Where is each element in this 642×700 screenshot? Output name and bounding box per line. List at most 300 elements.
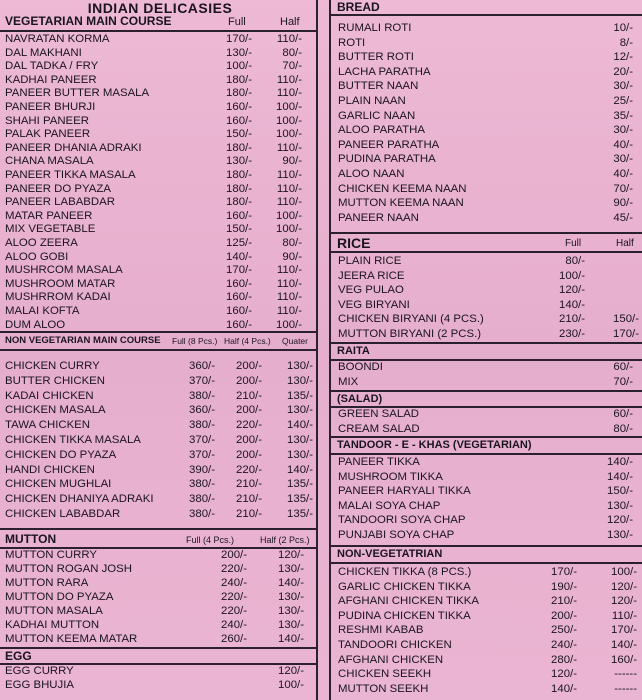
- tandoor-veg-header-rule: [331, 453, 642, 455]
- menu-item-price: 120/-: [611, 580, 637, 593]
- menu-item-row: [331, 110, 642, 123]
- menu-item-row: [331, 639, 642, 652]
- menu-item-name: CREAM SALAD: [338, 422, 420, 435]
- menu-item-price: 130/-: [278, 563, 304, 575]
- menu-item-name: GARLIC NAAN: [338, 109, 416, 122]
- menu-item-row: [331, 668, 642, 681]
- menu-item-price: 110/-: [276, 182, 302, 195]
- menu-item-name: MIX: [338, 375, 359, 388]
- menu-item-price: 160/-: [226, 291, 252, 304]
- menu-item-price: 380/-: [189, 493, 215, 506]
- menu-item-price: 370/-: [189, 374, 215, 387]
- menu-item-name: CHICKEN DO PYAZA: [5, 448, 117, 461]
- menu-item-row: [331, 80, 642, 93]
- menu-item-price: 160/-: [226, 114, 252, 127]
- menu-item-row: [0, 196, 316, 209]
- menu-item-price: 45/-: [613, 211, 633, 224]
- menu-item-price: 210/-: [236, 389, 262, 402]
- menu-item-price: 240/-: [221, 577, 247, 589]
- menu-item-name: MUTTON KEEMA MATAR: [5, 633, 138, 645]
- menu-item-name: MUSHROOM MATAR: [5, 277, 116, 290]
- menu-item-price: 110/-: [276, 291, 302, 304]
- menu-item-price: 100/-: [276, 223, 302, 236]
- menu-item-price: 380/-: [189, 508, 215, 520]
- menu-item-row: [0, 434, 316, 447]
- menu-item-price: 130/-: [226, 46, 252, 59]
- menu-item-name: CHICKEN KEEMA NAAN: [338, 182, 467, 195]
- menu-item-price: 180/-: [226, 196, 252, 209]
- menu-item-name: BUTTER ROTI: [338, 51, 414, 64]
- menu-item-row: [331, 284, 642, 297]
- menu-item-price: 120/-: [611, 595, 637, 608]
- menu-item-name: CHICKEN SEEKH: [338, 668, 432, 681]
- menu-item-row: [331, 124, 642, 137]
- menu-item-name: CHICKEN MUGHLAI: [5, 478, 112, 491]
- menu-item-name: MUTTON BIRYANI (2 PCS.): [338, 328, 482, 340]
- menu-item-name: BUTTER NAAN: [338, 80, 419, 93]
- menu-item-row: [0, 155, 316, 168]
- menu-item-price: 60/-: [613, 408, 633, 420]
- menu-item-row: [331, 376, 642, 389]
- menu-item-price: 230/-: [559, 328, 585, 340]
- menu-item-price: 160/-: [226, 101, 252, 113]
- menu-item-price: 125/-: [226, 237, 252, 249]
- menu-item-price: 135/-: [287, 508, 313, 520]
- menu-item-price: 170/-: [226, 33, 252, 45]
- menu-item-price: 180/-: [226, 141, 252, 154]
- menu-item-price: 110/-: [276, 169, 302, 181]
- menu-item-row: [0, 210, 316, 223]
- menu-item-price: 150/-: [607, 485, 633, 498]
- menu-item-row: [331, 22, 642, 35]
- menu-item-row: [331, 255, 642, 268]
- menu-item-row: [0, 404, 316, 417]
- menu-item-price: 8/-: [619, 36, 633, 49]
- menu-item-price: 110/-: [276, 33, 302, 45]
- menu-item-price: ------: [614, 668, 637, 681]
- egg-section-header: EGG: [5, 649, 32, 663]
- menu-item-price: 70/-: [613, 375, 633, 388]
- menu-item-row: [0, 375, 316, 388]
- menu-item-price: 110/-: [611, 609, 637, 622]
- menu-item-price: 220/-: [236, 463, 262, 476]
- menu-item-row: [331, 212, 642, 225]
- menu-item-row: [0, 449, 316, 462]
- menu-item-row: [0, 549, 316, 562]
- menu-item-row: [331, 197, 642, 210]
- menu-item-price: 90/-: [282, 250, 302, 263]
- menu-item-price: 130/-: [607, 499, 633, 512]
- menu-item-name: DAL TADKA / FRY: [5, 60, 99, 73]
- menu-item-name: NAVRATAN KORMA: [5, 33, 110, 45]
- menu-item-row: [0, 291, 316, 304]
- menu-item-row: [331, 471, 642, 484]
- menu-item-price: 40/-: [613, 138, 633, 151]
- menu-item-price: 110/-: [276, 264, 302, 277]
- menu-item-row: [0, 360, 316, 373]
- menu-item-row: [0, 142, 316, 155]
- menu-item-price: 210/-: [236, 508, 262, 520]
- menu-item-name: PANEER DO PYAZA: [5, 182, 111, 195]
- menu-item-price: 160/-: [611, 653, 637, 666]
- menu-item-price: 200/-: [236, 360, 262, 372]
- menu-item-name: MUTTON RARA: [5, 577, 89, 589]
- menu-item-row: [331, 313, 642, 326]
- menu-item-price: 160/-: [226, 277, 252, 290]
- menu-item-name: KADHAI MUTTON: [5, 619, 100, 631]
- menu-item-price: 180/-: [226, 73, 252, 86]
- menu-item-name: MUTTON ROGAN JOSH: [5, 563, 132, 575]
- menu-item-name: MUSHROOM TIKKA: [338, 470, 443, 483]
- menu-item-price: 210/-: [559, 313, 585, 326]
- menu-item-name: MALAI SOYA CHAP: [338, 499, 441, 512]
- menu-item-name: MUSHRROM KADAI: [5, 291, 111, 304]
- menu-item-row: [0, 577, 316, 590]
- menu-item-price: 25/-: [613, 95, 633, 107]
- menu-item-row: [331, 500, 642, 513]
- menu-item-row: [331, 654, 642, 667]
- menu-item-price: 130/-: [287, 434, 313, 446]
- menu-item-name: PALAK PANEER: [5, 128, 91, 141]
- column-divider-left: [316, 0, 318, 700]
- menu-item-row: [0, 679, 316, 692]
- menu-item-name: CHICKEN BIRYANI (4 PCS.): [338, 313, 484, 326]
- menu-item-price: 140/-: [226, 250, 252, 263]
- nonveg-top-rule: [0, 331, 316, 333]
- menu-item-name: DUM ALOO: [5, 318, 66, 331]
- menu-item-price: 120/-: [551, 668, 577, 681]
- menu-item-row: [0, 60, 316, 73]
- menu-item-price: 170/-: [613, 328, 639, 340]
- veg-header-rule: [0, 30, 316, 32]
- menu-item-price: 220/-: [236, 419, 262, 432]
- nonveg-col-quarter: Quater: [282, 336, 308, 346]
- menu-item-row: [0, 251, 316, 264]
- menu-item-price: 100/-: [611, 566, 637, 578]
- menu-item-row: [0, 493, 316, 506]
- menu-item-price: 250/-: [551, 624, 577, 637]
- menu-item-name: BUTTER CHICKEN: [5, 374, 105, 387]
- menu-item-name: MATAR PANEER: [5, 209, 93, 222]
- menu-item-name: PANEER LABABDAR: [5, 196, 115, 209]
- menu-item-name: HANDI CHICKEN: [5, 463, 95, 476]
- menu-item-price: 280/-: [551, 653, 577, 666]
- menu-item-name: ROTI: [338, 36, 366, 49]
- menu-item-row: [0, 478, 316, 491]
- menu-item-price: 10/-: [613, 22, 633, 34]
- menu-item-name: AFGHANI CHICKEN TIKKA: [338, 595, 479, 608]
- menu-item-price: 12/-: [613, 51, 633, 64]
- bread-header-rule: [331, 14, 642, 16]
- menu-item-row: [331, 423, 642, 436]
- menu-item-row: [0, 633, 316, 646]
- raita-top-rule: [331, 342, 642, 344]
- menu-item-row: [0, 305, 316, 318]
- menu-item-price: 160/-: [226, 318, 252, 331]
- menu-item-name: MUSHRCOM MASALA: [5, 264, 123, 277]
- menu-item-price: 120/-: [607, 514, 633, 527]
- menu-item-name: LACHA PARATHA: [338, 65, 431, 78]
- menu-item-name: MUTTON CURRY: [5, 549, 97, 561]
- menu-item-name: AFGHANI CHICKEN: [338, 653, 444, 666]
- menu-item-price: 135/-: [287, 478, 313, 491]
- menu-item-row: [0, 87, 316, 100]
- menu-item-row: [0, 101, 316, 114]
- menu-item-price: 220/-: [221, 605, 247, 617]
- menu-item-price: 35/-: [613, 109, 633, 122]
- menu-item-row: [0, 223, 316, 236]
- menu-item-name: SHAHI PANEER: [5, 114, 89, 127]
- menu-item-name: PUDINA PARATHA: [338, 153, 436, 166]
- menu-item-price: 170/-: [611, 624, 637, 637]
- menu-item-row: [0, 619, 316, 632]
- menu-item-name: TAWA CHICKEN: [5, 419, 91, 432]
- menu-item-price: 120/-: [278, 549, 304, 561]
- menu-item-price: 140/-: [551, 682, 577, 695]
- menu-item-name: PANEER TIKKA: [338, 456, 420, 468]
- menu-item-name: PANEER DHANIA ADRAKI: [5, 141, 142, 154]
- menu-item-price: 100/-: [276, 114, 302, 127]
- menu-item-price: 130/-: [278, 605, 304, 617]
- menu-item-price: 100/-: [276, 101, 302, 113]
- menu-item-name: PUNJABI SOYA CHAP: [338, 529, 455, 541]
- menu-item-price: 80/-: [565, 255, 585, 267]
- menu-item-price: 120/-: [559, 284, 585, 297]
- menu-item-price: 140/-: [278, 577, 304, 589]
- menu-item-row: [0, 128, 316, 141]
- menu-item-name: VEG BIRYANI: [338, 298, 410, 311]
- menu-item-price: 210/-: [236, 478, 262, 491]
- menu-item-price: 70/-: [282, 60, 302, 73]
- menu-item-name: RUMALI ROTI: [338, 22, 412, 34]
- menu-item-price: 30/-: [613, 80, 633, 93]
- tandoor-nonveg-top-rule: [331, 545, 642, 547]
- menu-item-name: ALOO GOBI: [5, 250, 69, 263]
- menu-item-name: CHANA MASALA: [5, 155, 94, 168]
- menu-item-price: 170/-: [551, 566, 577, 578]
- nonveg-col-half: Half (4 Pcs.): [224, 336, 271, 346]
- mutton-top-rule: [0, 528, 316, 530]
- menu-item-price: 140/-: [287, 419, 313, 432]
- menu-item-price: 40/-: [613, 168, 633, 180]
- menu-item-name: KADAI CHICKEN: [5, 389, 94, 402]
- menu-item-price: 240/-: [221, 619, 247, 631]
- menu-item-name: PANEER NAAN: [338, 211, 419, 224]
- menu-item-name: CHICKEN LABABDAR: [5, 508, 121, 520]
- menu-item-price: 90/-: [282, 155, 302, 168]
- menu-item-name: PLAIN NAAN: [338, 95, 406, 107]
- menu-item-price: 140/-: [607, 470, 633, 483]
- menu-item-row: [0, 319, 316, 332]
- menu-item-price: 110/-: [276, 277, 302, 290]
- menu-item-price: 150/-: [226, 128, 252, 141]
- menu-item-price: 130/-: [278, 591, 304, 603]
- veg-col-half: Half: [280, 16, 300, 28]
- menu-item-name: MIX VEGETABLE: [5, 223, 96, 236]
- menu-item-price: 150/-: [613, 313, 639, 326]
- menu-item-name: EGG BHUJIA: [5, 679, 74, 691]
- menu-item-row: [0, 464, 316, 477]
- menu-item-row: [331, 610, 642, 623]
- rice-col-half: Half: [616, 238, 634, 249]
- menu-item-name: ALOO ZEERA: [5, 237, 78, 249]
- menu-item-price: 160/-: [226, 209, 252, 222]
- menu-item-row: [331, 514, 642, 527]
- menu-item-price: 220/-: [221, 591, 247, 603]
- menu-item-price: 140/-: [278, 633, 304, 645]
- veg-section-header: VEGETARIAN MAIN COURSE: [5, 14, 172, 28]
- menu-item-name: CHICKEN TIKKA (8 PCS.): [338, 566, 472, 578]
- menu-item-row: [0, 183, 316, 196]
- rice-top-rule: [331, 232, 642, 234]
- menu-item-price: 200/-: [236, 448, 262, 461]
- menu-item-name: PUDINA CHICKEN TIKKA: [338, 609, 471, 622]
- menu-item-price: 370/-: [189, 434, 215, 446]
- menu-item-row: [331, 270, 642, 283]
- menu-item-price: 380/-: [189, 389, 215, 402]
- menu-item-price: 60/-: [613, 361, 633, 373]
- menu-item-name: PANEER HARYALI TIKKA: [338, 485, 471, 498]
- menu-item-row: [0, 47, 316, 60]
- menu-item-row: [0, 419, 316, 432]
- menu-item-row: [0, 605, 316, 618]
- menu-item-price: 130/-: [287, 374, 313, 387]
- menu-item-name: CHICKEN MASALA: [5, 404, 106, 417]
- menu-item-name: BOONDI: [338, 361, 383, 373]
- menu-item-price: 210/-: [236, 493, 262, 506]
- menu-item-row: [331, 95, 642, 108]
- salad-section-header: (SALAD): [337, 393, 383, 405]
- menu-item-price: 150/-: [226, 223, 252, 236]
- menu-item-row: [331, 168, 642, 181]
- menu-item-name: TANDOORI CHICKEN: [338, 639, 452, 651]
- menu-item-name: PANEER PARATHA: [338, 138, 440, 151]
- menu-item-price: 240/-: [551, 639, 577, 651]
- menu-item-row: [0, 390, 316, 403]
- menu-item-row: [0, 169, 316, 182]
- menu-item-row: [331, 299, 642, 312]
- menu-item-row: [331, 581, 642, 594]
- menu-item-price: 200/-: [236, 404, 262, 417]
- menu-item-price: 90/-: [613, 197, 633, 210]
- tandoor-nonveg-section-header: NON-VEGETATRIAN: [337, 548, 443, 560]
- mutton-col-half: Half (2 Pcs.): [260, 535, 310, 545]
- menu-item-row: [331, 183, 642, 196]
- menu-item-name: PANEER BUTTER MASALA: [5, 87, 150, 100]
- menu-item-row: [0, 563, 316, 576]
- menu-item-row: [331, 66, 642, 79]
- rice-header-rule: [331, 251, 642, 253]
- menu-item-price: 370/-: [189, 448, 215, 461]
- menu-item-row: [0, 33, 316, 46]
- menu-item-price: 110/-: [276, 141, 302, 154]
- menu-item-row: [331, 566, 642, 579]
- menu-item-price: 200/-: [236, 374, 262, 387]
- menu-item-price: 100/-: [276, 209, 302, 222]
- tandoor-veg-top-rule: [331, 436, 642, 438]
- nonveg-header-rule: [0, 349, 316, 351]
- tandoor-veg-section-header: TANDOOR - E - KHAS (VEGETARIAN): [337, 439, 532, 451]
- menu-item-name: CHICKEN TIKKA MASALA: [5, 434, 141, 446]
- menu-item-price: 70/-: [613, 182, 633, 195]
- menu-item-price: 380/-: [189, 478, 215, 491]
- mutton-col-full: Full (4 Pcs.): [186, 535, 235, 545]
- menu-title: INDIAN DELICASIES: [87, 0, 233, 16]
- menu-item-name: PLAIN RICE: [338, 255, 402, 267]
- menu-item-price: 30/-: [613, 153, 633, 166]
- menu-item-row: [331, 328, 642, 341]
- menu-item-price: 100/-: [226, 60, 252, 73]
- menu-item-price: 200/-: [221, 549, 247, 561]
- bread-section-header: BREAD: [337, 0, 380, 14]
- menu-item-name: RESHMI KABAB: [338, 624, 424, 637]
- salad-top-rule: [331, 390, 642, 392]
- menu-item-price: 130/-: [278, 619, 304, 631]
- menu-item-price: 360/-: [189, 404, 215, 417]
- menu-item-name: MUTTON KEEMA NAAN: [338, 197, 464, 210]
- menu-item-row: [331, 624, 642, 637]
- menu-item-price: 220/-: [221, 563, 247, 575]
- menu-item-name: DAL MAKHANI: [5, 46, 82, 59]
- menu-item-price: 140/-: [611, 639, 637, 651]
- menu-item-row: [331, 51, 642, 64]
- menu-item-price: 80/-: [282, 237, 302, 249]
- menu-item-price: 20/-: [613, 65, 633, 78]
- menu-item-price: 180/-: [226, 182, 252, 195]
- menu-item-row: [331, 408, 642, 421]
- menu-item-row: [0, 115, 316, 128]
- menu-item-name: EGG CURRY: [5, 665, 74, 677]
- menu-item-price: 100/-: [276, 128, 302, 141]
- menu-item-price: 135/-: [287, 389, 313, 402]
- menu-item-price: 180/-: [226, 169, 252, 181]
- menu-item-name: MUTTON SEEKH: [338, 682, 429, 695]
- menu-item-row: [331, 485, 642, 498]
- menu-item-price: 170/-: [226, 264, 252, 277]
- menu-item-price: 100/-: [276, 318, 302, 331]
- menu-item-name: GREEN SALAD: [338, 408, 420, 420]
- rice-section-header: RICE: [337, 235, 371, 251]
- menu-item-price: 200/-: [551, 609, 577, 622]
- menu-item-price: 135/-: [287, 493, 313, 506]
- menu-item-price: 360/-: [189, 360, 215, 372]
- menu-item-name: JEERA RICE: [338, 269, 405, 282]
- menu-item-row: [0, 74, 316, 87]
- menu-item-price: 110/-: [276, 73, 302, 86]
- menu-item-name: VEG PULAO: [338, 284, 404, 297]
- menu-item-price: 30/-: [613, 124, 633, 137]
- menu-item-name: ALOO NAAN: [338, 168, 405, 180]
- menu-item-row: [0, 508, 316, 521]
- menu-item-price: 380/-: [189, 419, 215, 432]
- menu-item-name: MALAI KOFTA: [5, 305, 80, 317]
- menu-item-name: KADHAI PANEER: [5, 73, 97, 86]
- menu-item-price: 100/-: [559, 269, 585, 282]
- menu-item-price: 110/-: [276, 305, 302, 317]
- menu-item-name: MUTTON MASALA: [5, 605, 103, 617]
- menu-item-name: CHICKEN CURRY: [5, 360, 100, 372]
- menu-item-row: [331, 361, 642, 374]
- menu-item-price: 100/-: [278, 679, 304, 691]
- nonveg-col-full: Full (8 Pcs.): [172, 336, 218, 346]
- menu-item-name: GARLIC CHICKEN TIKKA: [338, 580, 471, 593]
- rice-col-full: Full: [565, 238, 582, 249]
- menu-item-row: [331, 529, 642, 542]
- menu-item-price: 120/-: [278, 665, 304, 677]
- menu-item-price: 160/-: [226, 305, 252, 317]
- menu-item-name: ALOO PARATHA: [338, 124, 425, 137]
- menu-item-price: 390/-: [189, 463, 215, 476]
